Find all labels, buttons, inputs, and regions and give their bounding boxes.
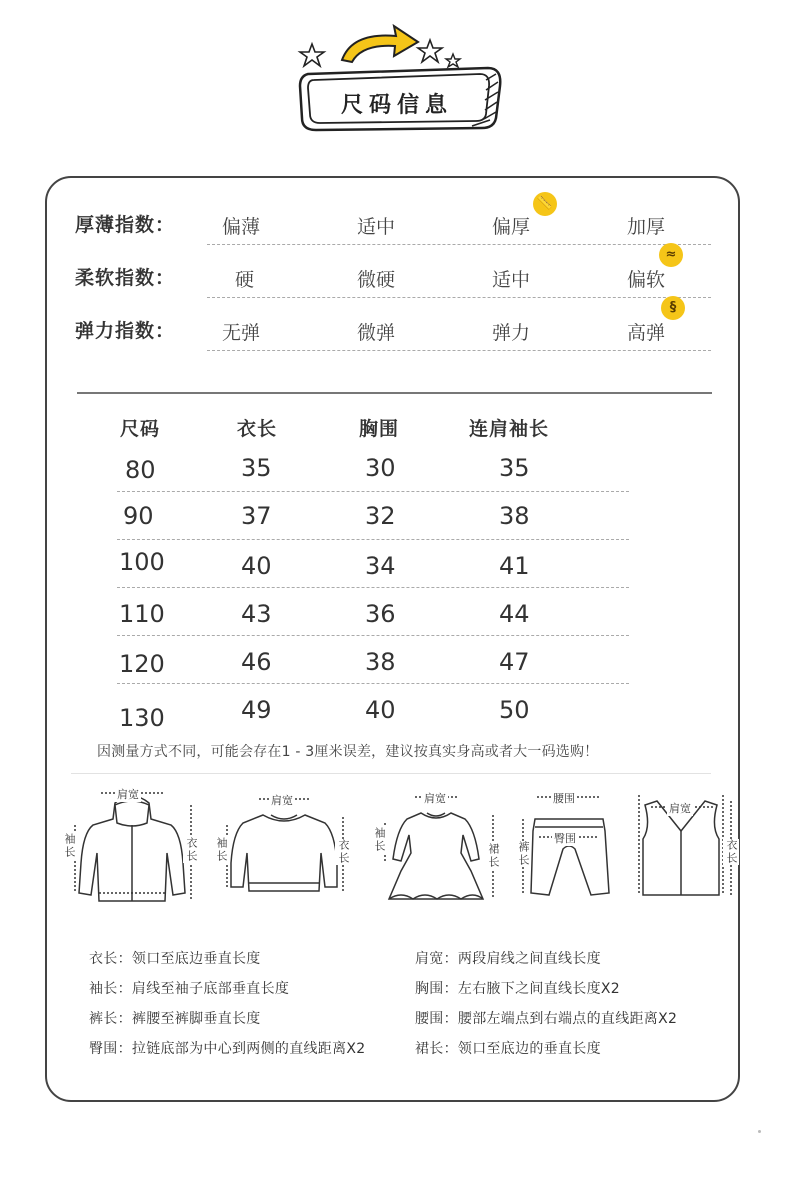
sweatshirt-length-label: 衣长 — [337, 839, 350, 865]
table-row — [117, 688, 629, 736]
measurement-note: 因测量方式不同，可能会存在1 - 3厘米误差，建议按真实身高或者大一码选购！ — [97, 744, 599, 760]
definition-item: 臀围：拉链底部为中心到两侧的直线距离X2 — [89, 1041, 366, 1057]
banner-title: 尺码信息 — [340, 92, 453, 118]
jacket-icon — [67, 783, 197, 911]
cell-sleeve: 38 — [499, 502, 530, 530]
vest-shoulder-label: 肩宽 — [669, 802, 691, 815]
row-divider — [207, 350, 711, 351]
sweatshirt-sleeve-label: 袖长 — [215, 837, 228, 863]
pants-diagram — [513, 783, 623, 911]
jacket-diagram — [63, 783, 198, 911]
dress-sleeve-label: 袖长 — [373, 827, 386, 853]
cell-size: 80 — [125, 456, 156, 484]
definition-item: 裙长：领口至底边的垂直长度 — [415, 1041, 601, 1057]
row-divider — [207, 297, 711, 298]
thickness-index-row — [47, 196, 742, 242]
thickness-option: 适中 — [357, 216, 396, 238]
vest-diagram — [627, 783, 739, 911]
definition-item: 腰围：腰部左端点到右端点的直线距离X2 — [415, 1011, 678, 1027]
cell-chest: 36 — [365, 600, 396, 628]
softness-option: 微硬 — [357, 269, 396, 291]
cell-sleeve: 35 — [499, 454, 530, 482]
softness-index-label: 柔软指数： — [75, 267, 176, 289]
pants-length-label: 裤长 — [517, 841, 530, 867]
header-banner — [290, 22, 505, 132]
dress-shoulder-label: 肩宽 — [424, 792, 446, 805]
definition-item: 胸围：左右腋下之间直线长度X2 — [415, 981, 620, 997]
sweatshirt-diagram — [215, 783, 350, 911]
elasticity-option: 无弹 — [222, 322, 261, 344]
softness-option: 硬 — [235, 269, 255, 291]
cell-chest: 40 — [365, 696, 396, 724]
cell-length: 43 — [241, 600, 272, 628]
table-row — [117, 636, 629, 684]
cell-size: 90 — [123, 502, 154, 530]
thickness-option: 偏薄 — [222, 216, 261, 238]
cell-chest: 38 — [365, 648, 396, 676]
definition-item: 衣长：领口至底边垂直长度 — [89, 951, 261, 967]
table-row — [117, 444, 629, 492]
dress-diagram — [371, 783, 501, 911]
jacket-shoulder-label: 肩宽 — [117, 788, 139, 801]
definition-item: 袖长：肩线至袖子底部垂直长度 — [89, 981, 290, 997]
cell-size: 120 — [119, 650, 165, 678]
header-chest: 胸围 — [359, 418, 400, 440]
cell-size: 130 — [119, 704, 165, 732]
vest-length-label: 衣长 — [725, 839, 738, 865]
pants-hip-label: 臀围 — [554, 832, 576, 845]
cell-sleeve: 50 — [499, 696, 530, 724]
sweatshirt-shoulder-label: 肩宽 — [271, 794, 293, 807]
table-row — [117, 588, 629, 636]
elasticity-index-label: 弹力指数： — [75, 320, 176, 342]
cell-chest: 32 — [365, 502, 396, 530]
cell-sleeve: 47 — [499, 648, 530, 676]
table-row — [117, 492, 629, 540]
jacket-sleeve-label: 袖长 — [63, 833, 76, 859]
decorative-dot — [758, 1130, 761, 1133]
elasticity-option-selected: 高弹 — [627, 322, 666, 344]
cell-sleeve: 41 — [499, 552, 530, 580]
cell-length: 49 — [241, 696, 272, 724]
cell-chest: 34 — [365, 552, 396, 580]
thickness-index-label: 厚薄指数： — [75, 214, 176, 236]
elasticity-option: 弹力 — [492, 322, 531, 344]
cell-size: 110 — [119, 600, 165, 628]
cell-length: 40 — [241, 552, 272, 580]
cell-length: 37 — [241, 502, 272, 530]
softness-index-row — [47, 247, 742, 295]
header-length: 衣长 — [237, 418, 278, 440]
elasticity-option: 微弹 — [357, 322, 396, 344]
note-divider — [71, 773, 711, 774]
pants-waist-label: 腰围 — [553, 792, 575, 805]
softness-option-selected: 偏软 — [627, 269, 666, 291]
header-sleeve: 连肩袖长 — [469, 418, 550, 440]
header-size: 尺码 — [120, 418, 161, 440]
spring-icon: § — [661, 296, 685, 320]
wave-icon: ≈ — [659, 243, 683, 267]
cell-length: 35 — [241, 454, 272, 482]
row-divider — [117, 683, 629, 684]
definition-item: 肩宽：两段肩线之间直线长度 — [415, 951, 601, 967]
definition-item: 裤长：裤腰至裤脚垂直长度 — [89, 1011, 261, 1027]
cell-length: 46 — [241, 648, 272, 676]
cell-size: 100 — [119, 548, 165, 576]
ruler-icon: 📏 — [533, 192, 557, 216]
cell-chest: 30 — [365, 454, 396, 482]
thickness-option: 加厚 — [627, 216, 666, 238]
size-info-card — [45, 176, 740, 1102]
thickness-option-selected: 偏厚 — [492, 216, 531, 238]
elasticity-index-row — [47, 300, 742, 348]
table-row — [117, 540, 629, 588]
section-divider — [77, 392, 712, 394]
dress-skirt-length-label: 裙长 — [487, 843, 500, 869]
row-divider — [207, 244, 711, 245]
softness-option: 适中 — [492, 269, 531, 291]
cell-sleeve: 44 — [499, 600, 530, 628]
jacket-length-label: 衣长 — [185, 837, 198, 863]
